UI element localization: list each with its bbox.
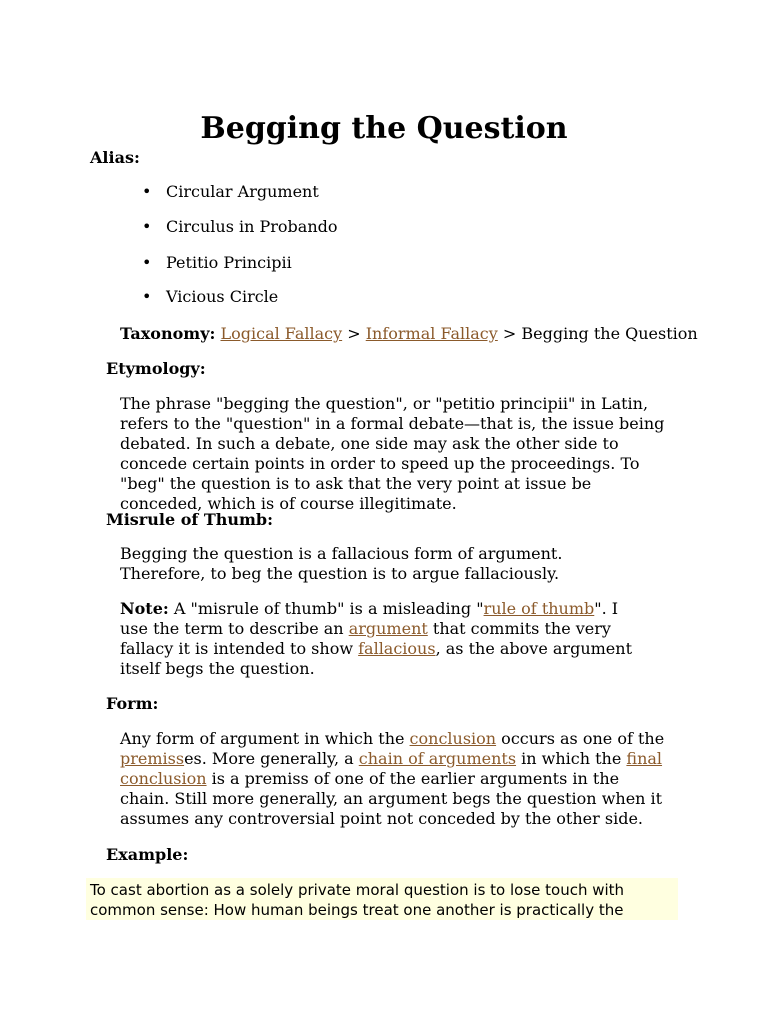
alias-item-text: Circular Argument [166, 182, 319, 201]
link-informal-fallacy[interactable]: Informal Fallacy [365, 324, 498, 343]
misrule-label: Misrule of Thumb: [106, 510, 274, 529]
bullet-icon: • [142, 217, 152, 236]
breadcrumb-separator: > [497, 324, 522, 343]
etymology-label: Etymology: [106, 359, 206, 378]
page-title: Begging the Question [200, 111, 568, 147]
alias-item [142, 287, 278, 307]
etymology-text: The phrase "begging the question", or "petitio principii" in Latin, refers to the "question" in a formal debate—that is, the issue being debated. In such a debate, one side may ask the other side to concede certain points in order to speed up the proceedings. To "beg" the question is to ask that the very point at issue be conceded, which is of course illegitimate. [120, 394, 665, 513]
example-label: Example: [106, 845, 189, 864]
link-rule-of-thumb[interactable]: rule of thumb [483, 599, 595, 618]
alias-item-text: Circulus in Probando [166, 217, 338, 236]
example-text: To cast abortion as a solely private moral question is to lose touch with common sense: How human beings treat one another is practically the [90, 881, 625, 919]
note-paragraph: Note: A "misrule of thumb" is a misleading "rule of thumb". I use the term to describe an argument that commits the very fallacy it is intended to show fallacious, as the above argument itself begs the question. [120, 599, 632, 678]
note-label: Note: [120, 599, 169, 618]
example-quote-box [86, 878, 678, 920]
alias-item-text: Petitio Principii [166, 253, 292, 272]
link-final-conclusion[interactable]: final conclusion [120, 749, 663, 788]
form-label: Form: [106, 694, 159, 713]
form-text: Any form of argument in which the conclusion occurs as one of the premisses. More generally, a chain of arguments in which the final conclusion is a premiss of one of the earlier arguments in the chain. Still more generally, an argument begs the question when it assumes any controversial point not conceded by the other side. [120, 729, 665, 828]
taxonomy-row [120, 324, 698, 344]
misrule-line-2: Therefore, to beg the question is to argue fallaciously. [120, 564, 560, 583]
taxonomy-label: Taxonomy: [120, 324, 216, 343]
misrule-line-1: Begging the question is a fallacious form of argument. [120, 544, 563, 563]
breadcrumb-separator: > [342, 324, 366, 343]
link-argument[interactable]: argument [348, 619, 428, 638]
link-premiss[interactable]: premiss [120, 749, 185, 768]
bullet-icon: • [142, 182, 152, 201]
alias-item [142, 217, 338, 237]
bullet-icon: • [142, 287, 152, 306]
link-fallacious[interactable]: fallacious [358, 639, 436, 658]
alias-item [142, 182, 319, 202]
taxonomy-current: Begging the Question [521, 324, 698, 343]
alias-item-text: Vicious Circle [166, 287, 279, 306]
alias-item [142, 253, 292, 273]
link-conclusion[interactable]: conclusion [409, 729, 497, 748]
bullet-icon: • [142, 253, 152, 272]
link-logical-fallacy[interactable]: Logical Fallacy [220, 324, 343, 343]
alias-label: Alias: [90, 148, 140, 167]
link-chain-of-arguments[interactable]: chain of arguments [358, 749, 517, 768]
